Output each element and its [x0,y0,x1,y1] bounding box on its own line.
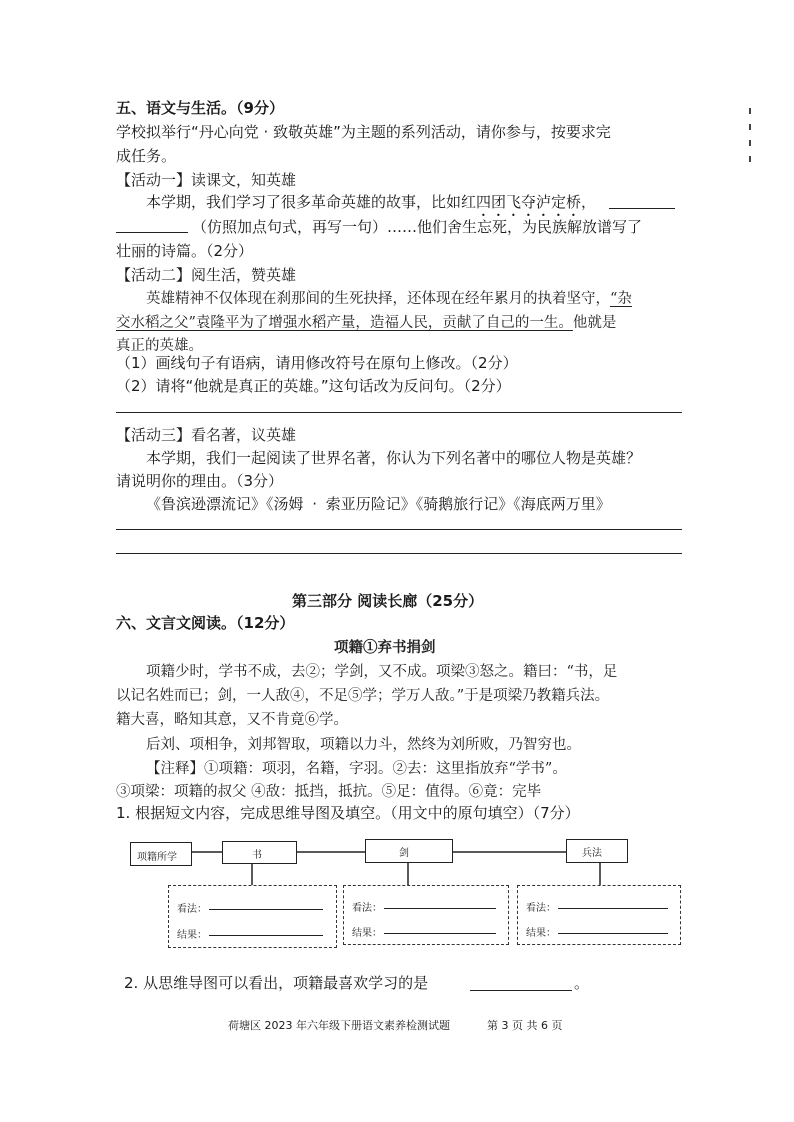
mind-map-node-sword-label: 剑 [399,848,409,859]
activity2-underlined-sentence: 交水稻之父”袁隆平为了增强水稻产量，造福人民，贡献了自己的一生。 [116,315,573,331]
activity2-answer-line[interactable] [116,412,682,413]
detail-sword-jieguo-label: 结果： [352,928,382,939]
binding-mark [749,140,751,146]
activity3-line2: 请说明你的理由。（3分） [116,472,284,490]
section6-q1: 1. 根据短文内容，完成思维导图及填空。（用文中的原句填空）（7分） [116,804,580,822]
detail-book-kanfa-label: 看法： [177,904,207,915]
section6-q2-text: 2. 从思维导图可以看出，项籍最喜欢学习的是 [124,974,429,992]
mind-map-node-book-label: 书 [252,850,262,861]
footer-exam-title: 荷塘区 2023 年六年级下册语文素养检测试题 [228,1019,450,1032]
detail-tactics-kanfa-label: 看法： [526,903,556,914]
activity2-para-line3: 真正的英雄。 [116,338,203,354]
activity3-answer-line-1[interactable] [116,529,682,530]
section5-title: 五、语文与生活。（9分） [116,99,284,117]
activity2-para-line1 [146,287,632,308]
activity3-label: 【活动三】看名著，议英雄 [116,426,297,444]
section6-q2-answer-blank[interactable] [470,976,572,991]
mind-map-node-sword [365,839,453,863]
activity1-dotted-phrase: 四团飞夺泸定桥 [476,193,582,211]
section5-intro-line2: 成任务。 [116,147,177,165]
activity2-label: 【活动二】阅生活，赞英雄 [116,266,297,284]
passage-p1-line3: 籍大喜，略知其意，又不肯竟⑥学。 [116,712,348,728]
mind-map-node-tactics [566,839,628,863]
binding-mark [749,124,751,130]
passage-p2-line1: 后刘、项相争，刘邦智取，项籍以力斗，然终为刘所败，乃智穷也。 [146,737,581,753]
part3-title: 第三部分 阅读长廊（25分） [292,592,484,610]
mind-map-root-label: 项籍所学 [137,852,177,863]
detail-tactics-kanfa-blank[interactable] [558,908,668,909]
activity3-books: 《鲁滨逊漂流记》《汤姆 · 索亚历险记》《骑鹅旅行记》《海底两万里》 [146,495,611,513]
mind-map-root [130,842,192,866]
section6-title: 六、文言文阅读。（12分） [116,614,295,632]
activity3-answer-line-2[interactable] [116,553,682,554]
activity1-line3: 壮丽的诗篇。（2分） [116,242,254,260]
activity3-line1: 本学期，我们一起阅读了世界名著，你认为下列名著中的哪位人物是英雄？ [146,449,642,467]
activity1-line1-a: 本学期，我们学习了很多革命英雄的故事，比如红 [146,193,477,211]
detail-book-kanfa-blank[interactable] [209,909,323,910]
detail-book-jieguo-label: 结果： [177,930,207,941]
activity1-line2: （仿照加点句式，再写一句）……他们舍生忘死，为民族解放谱写了 [192,218,643,236]
detail-book-jieguo-blank[interactable] [209,935,323,936]
notes-line1: 【注释】①项籍：项羽，名籍，字羽。②去：这里指放弃“学书”。 [146,761,567,777]
activity2-para-line1-a: 英雄精神不仅体现在刹那间的生死抉择，还体现在经年累月的执着坚守， [146,291,610,307]
activity1-label: 【活动一】读课文，知英雄 [116,171,297,189]
section6-q2 [124,972,428,993]
detail-tactics-jieguo-blank[interactable] [558,933,668,934]
passage-title: 项籍①弃书捐剑 [334,639,436,656]
activity1-answer-blank-1[interactable] [609,194,675,209]
section6-q2-period: 。 [574,974,590,992]
mind-map-detail-book [168,885,337,948]
activity2-para-line2-b: 他就是 [572,315,617,331]
footer-page-number: 第 3 页 共 6 页 [487,1019,563,1032]
detail-sword-jieguo-blank[interactable] [384,933,496,934]
binding-mark [749,108,751,114]
section5-intro-line1: 学校拟举行“丹心向党 · 致敬英雄”为主题的系列活动，请你参与，按要求完 [116,123,611,141]
activity1-line1-b: ， [581,193,597,211]
mind-map-node-tactics-label: 兵法 [582,848,602,859]
activity1-answer-blank-2[interactable] [116,218,188,233]
passage-p1-line1: 项籍少时，学书不成，去②；学剑，又不成。项梁③怒之。籍曰：“书，足 [146,664,618,680]
mind-map-detail-tactics [517,885,681,945]
detail-tactics-jieguo-label: 结果： [526,928,556,939]
notes-line2: ③项梁：项籍的叔父 ④敌：抵挡，抵抗。⑤足：值得。⑥竟：完毕 [116,784,542,800]
passage-p1-line2: 以记名姓而已；剑，一人敌④，不足⑤学；学万人敌。”于是项梁乃教籍兵法。 [116,688,610,704]
binding-mark [749,156,751,162]
activity2-underlined-start: “杂 [610,291,632,307]
detail-sword-kanfa-blank[interactable] [384,908,496,909]
activity2-q1: （1）画线句子有语病，请用修改符号在原句上修改。（2分） [116,354,518,372]
mind-map-detail-sword [343,885,509,945]
detail-sword-kanfa-label: 看法： [352,903,382,914]
mind-map-node-book [222,841,297,864]
activity2-q2: （2）请将“他就是真正的英雄。”这句话改为反问句。（2分） [116,377,511,395]
activity2-para-line2 [116,311,616,332]
